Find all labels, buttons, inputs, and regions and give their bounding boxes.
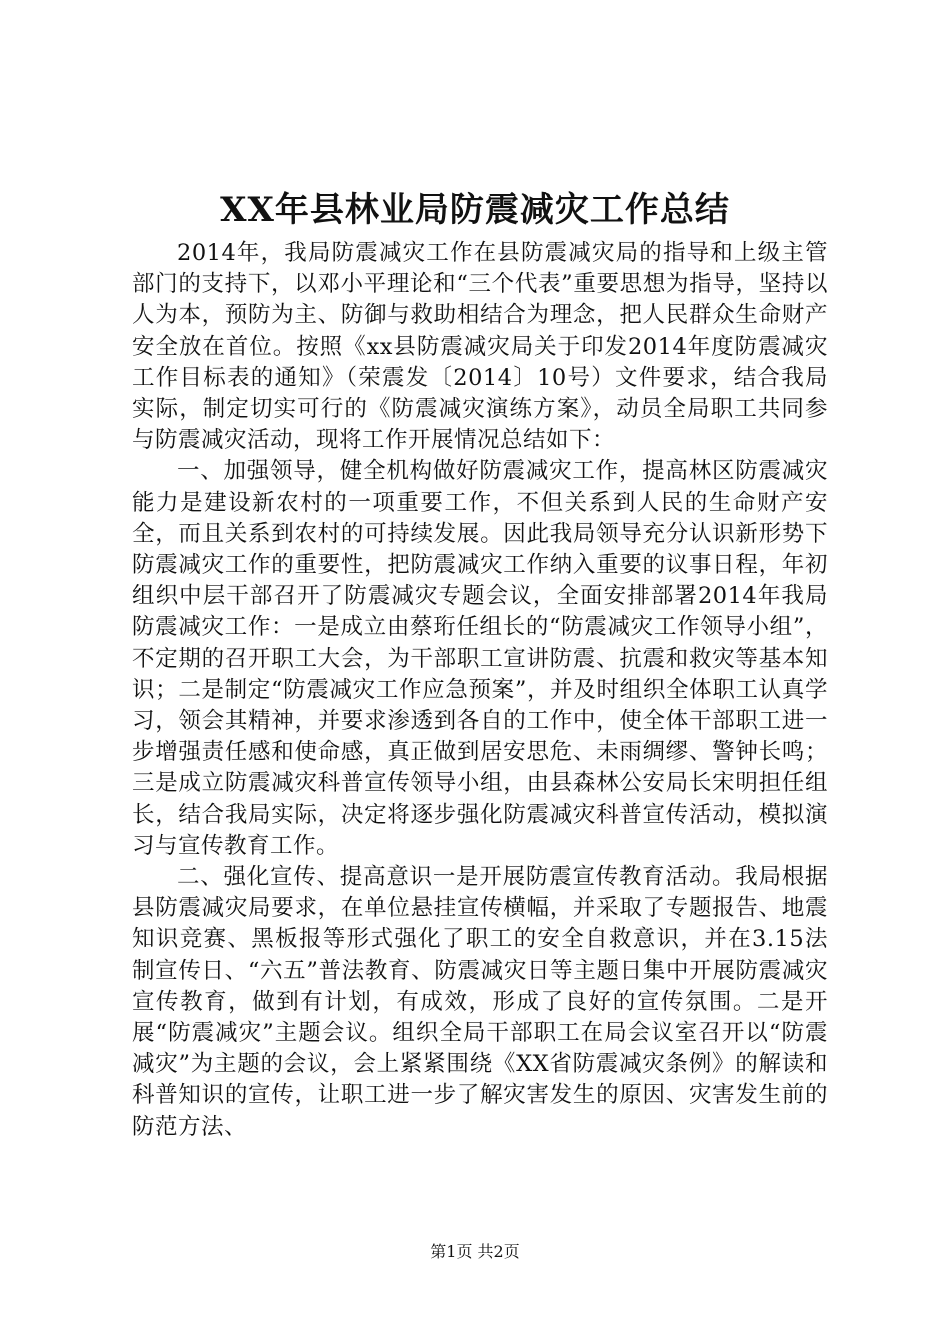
document-body [132, 238, 828, 1143]
page-footer: 第1页 共2页 [430, 1242, 520, 1261]
paragraph-section-one: 一、加强领导，健全机构做好防震减灾工作，提高林区防震减灾能力是建设新农村的一项重要工作，不但关系到人民的生命财产安全，而且关系到农村的可持续发展。因此我局领导充分认识新形势下防震减灾工作的重要性，把防震减灾工作纳入重要的议事日程，年初组织中层干部召开了防震减灾专题会议，全面安排部署2014年我局防震减灾工作：一是成立由蔡珩任组长的“防震减灾工作领导小组”，不定期的召开职工大会，为干部职工宣讲防震、抗震和救灾等基本知识；二是制定“防震减灾工作应急预案”，并及时组织全体职工认真学习，领会其精神，并要求渗透到各自的工作中，使全体干部职工进一步增强责任感和使命感，真正做到居安思危、未雨绸缪、警钟长鸣；三是成立防震减灾科普宣传领导小组，由县森林公安局长宋明担任组长，结合我局实际，决定将逐步强化防震减灾科普宣传活动，模拟演习与宣传教育工作。 [132, 458, 828, 859]
paragraph-section-two: 二、强化宣传、提高意识一是开展防震宣传教育活动。我局根据县防震减灾局要求，在单位悬挂宣传横幅，并采取了专题报告、地震知识竞赛、黑板报等形式强化了职工的安全自救意识，并在3.15法制宣传日、“六五”普法教育、防震减灾日等主题日集中开展防震减灾宣传教育，做到有计划，有成效，形成了良好的宣传氛围。二是开展“防震减灾”主题会议。组织全局干部职工在局会议室召开以“防震减灾”为主题的会议，会上紧紧围绕《XX省防震减灾条例》的解读和科普知识的宣传，让职工进一步了解灾害发生的原因、灾害发生前的防范方法、 [132, 864, 828, 1140]
document-title: XX年县林业局防震减灾工作总结 [220, 190, 730, 230]
paragraph-intro: 2014年，我局防震减灾工作在县防震减灾局的指导和上级主管部门的支持下，以邓小平理论和“三个代表”重要思想为指导，坚持以人为本，预防为主、防御与救助相结合为理念，把人民群众生命财产安全放在首位。按照《xx县防震减灾局关于印发2014年度防震减灾工作目标表的通知》（荣震发〔2014〕10号）文件要求，结合我局实际，制定切实可行的《防震减灾演练方案》，动员全局职工共同参与防震减灾活动，现将工作开展情况总结如下： [132, 240, 828, 454]
